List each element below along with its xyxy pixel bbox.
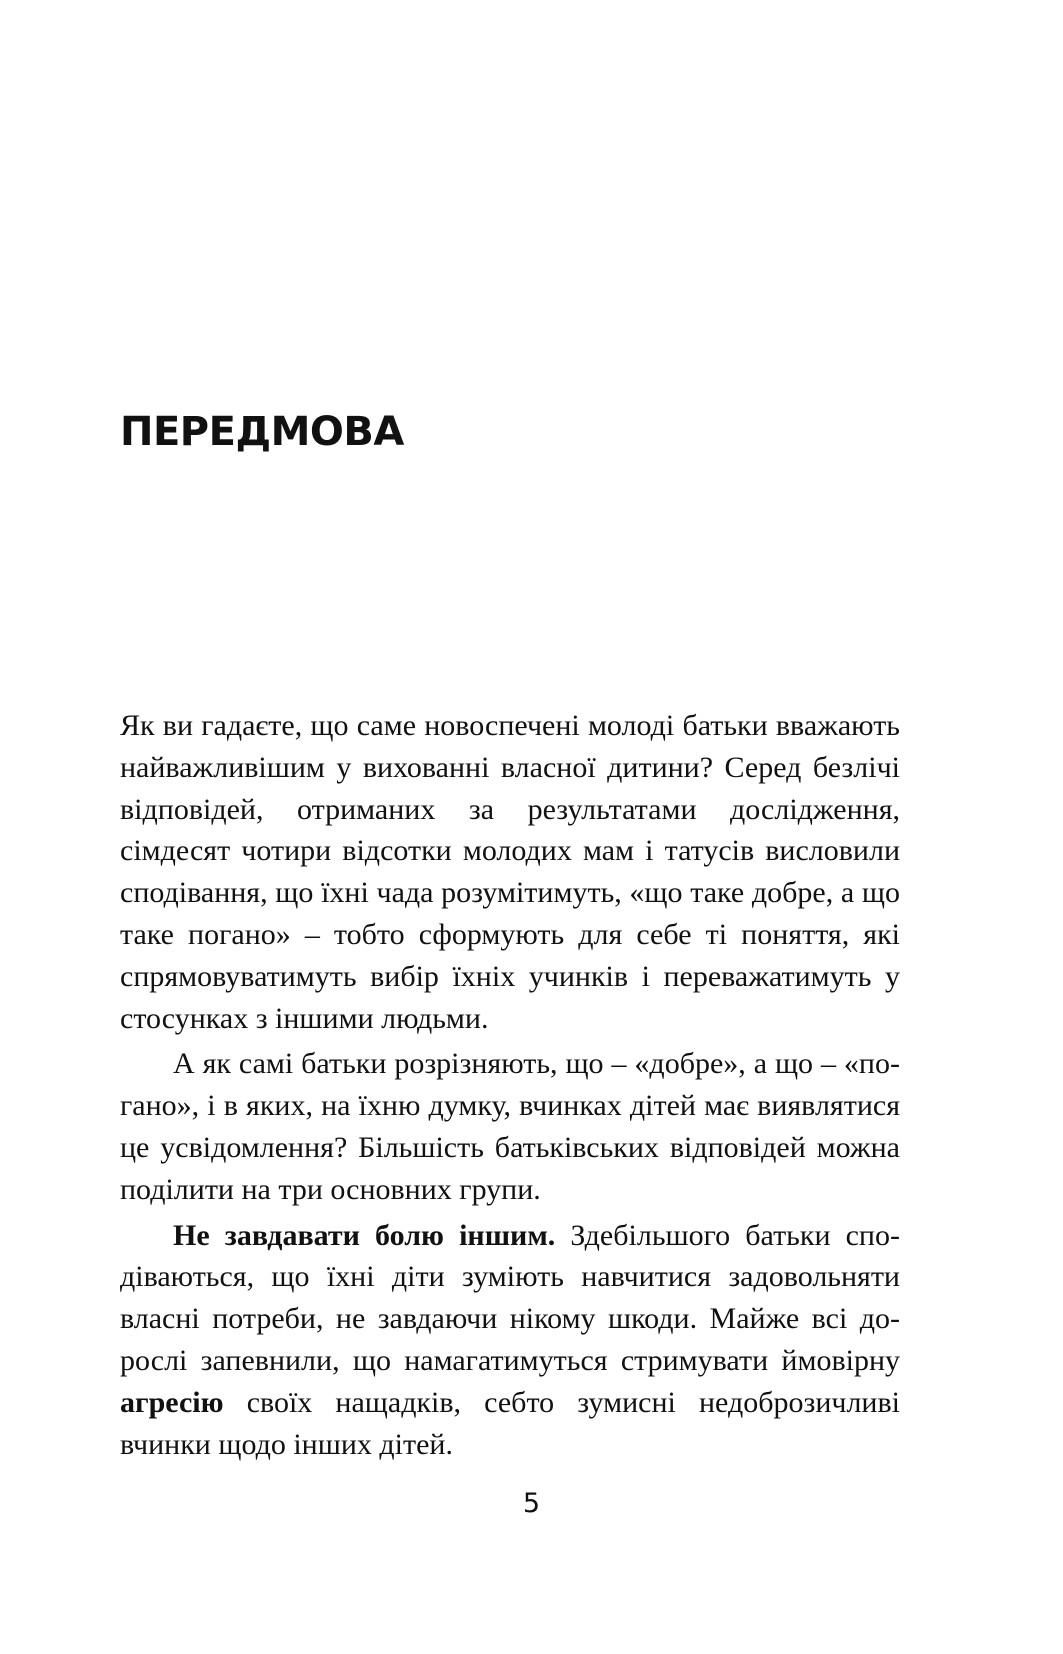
paragraph-lead-heading: Не завдавати болю іншим. <box>173 1218 556 1252</box>
aggression-term: агресію <box>120 1385 224 1419</box>
paragraph-intro: Як ви гадаєте, що саме новоспечені молоді батьки вважають найважливішим у вихованні власної дитини? Серед безлічі відповідей, отриманих за результатами дослідження, сімдесят чотири відсотки молодих мам і татусів висловили сподівання, що їхні чада розумітимуть, «що таке добре, а що таке погано» – тобто сформують для себе ті поняття, які спрямовуватимуть вибір їхніх учинків і переважатимуть у стосунках з іншими людьми. <box>120 709 900 1035</box>
page-title: ПЕРЕДМОВА <box>120 409 404 455</box>
paragraph-no-harm <box>120 1215 900 1466</box>
paragraph-question: А як самі батьки розрізняють, що – «добре», а що – «погано», і в яких, на їхню думку, вчинках дітей має виявлятися це усвідомлення? Більшість батьківських відповідей можна поділити на три основних групи. <box>120 1047 900 1206</box>
paragraph-text-part-2: своїх нащадків, себто зумисні недоброзичливі вчинки щодо інших дітей. <box>120 1385 900 1461</box>
body-text <box>120 705 900 1465</box>
page-number: 5 <box>522 1488 541 1519</box>
paragraph-text-part-1: Здебільшого батьки сподіваються, що їхні діти зуміють навчитися задовольняти власні потреби, не завдаючи нікому шкоди. Майже всі дорослі запевнили, що намагатимуться стримувати ймовірну <box>120 1218 900 1377</box>
